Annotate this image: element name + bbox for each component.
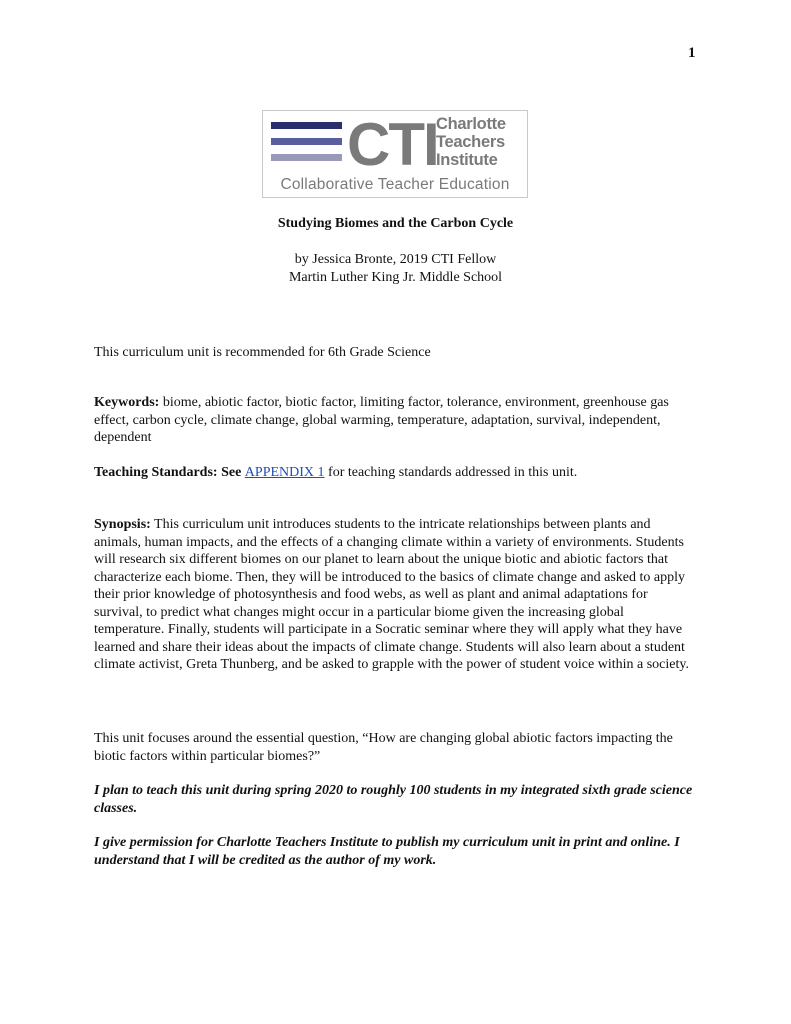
- school-line: Martin Luther King Jr. Middle School: [288, 270, 503, 285]
- recommendation-paragraph: This curriculum unit is recommended for 6th Grade Science: [94, 345, 431, 360]
- permission-paragraph: I give permission for Charlotte Teachers Institute to publish my curriculum unit in print and online. I understand that I will be credited as the author of my work.: [94, 835, 680, 868]
- logo-tagline: Collaborative Teacher Education: [280, 176, 510, 193]
- standards-label: Teaching Standards: See: [94, 465, 245, 480]
- keywords-paragraph: [94, 394, 694, 447]
- page-number: 1: [688, 45, 696, 61]
- logo-bar-light: [271, 154, 342, 161]
- document-title: Studying Biomes and the Carbon Cycle: [277, 216, 514, 231]
- logo-bar-dark: [271, 122, 342, 129]
- byline: [0, 251, 791, 287]
- synopsis-label: Synopsis:: [94, 517, 151, 532]
- appendix-link[interactable]: APPENDIX 1: [244, 465, 325, 480]
- logo-name-line-3: Institute: [436, 151, 498, 169]
- cti-logo: [262, 110, 528, 198]
- author-line: by Jessica Bronte, 2019 CTI Fellow: [294, 252, 497, 267]
- synopsis-paragraph: [94, 516, 694, 674]
- keywords-text: biome, abiotic factor, biotic factor, limiting factor, tolerance, environment, greenhouse gas effect, carbon cycle, climate change, global warming, temperature, adaptation, survival, independent, dependent: [94, 395, 669, 445]
- logo-bar-mid: [271, 138, 342, 145]
- essential-question-paragraph: This unit focuses around the essential question, “How are changing global abiotic factors impacting the biotic factors within particular biomes?”: [94, 731, 673, 764]
- logo-name-line-1: Charlotte: [436, 115, 506, 133]
- keywords-label: Keywords:: [94, 395, 160, 410]
- logo-name-line-2: Teachers: [436, 133, 505, 151]
- logo-mark: CTI: [347, 111, 438, 178]
- synopsis-text: This curriculum unit introduces students to the intricate relationships between plants and animals, human impacts, and the effects of a changing climate within a variety of environments. Students will research six different biomes on our planet to learn about the unique biotic and abiotic factors that characterize each biome. Then, they will be introduced to the basics of climate change and asked to apply their prior knowledge of photosynthesis and food webs, as well as plant and animal adaptations for survival, to predict what changes might occur in a particular biome given the increasing global temperature. Finally, students will participate in a Socratic seminar where they will apply what they have learned and share their ideas about the impacts of climate change. Students will also learn about a student climate activist, Greta Thunberg, and be asked to grapple with the power of student voice within a society.: [94, 517, 689, 672]
- standards-paragraph: [94, 464, 694, 482]
- plan-paragraph: I plan to teach this unit during spring 2020 to roughly 100 students in my integrated sixth grade science classes.: [94, 783, 693, 816]
- logo-name: [436, 115, 506, 169]
- standards-text: for teaching standards addressed in this unit.: [324, 465, 578, 480]
